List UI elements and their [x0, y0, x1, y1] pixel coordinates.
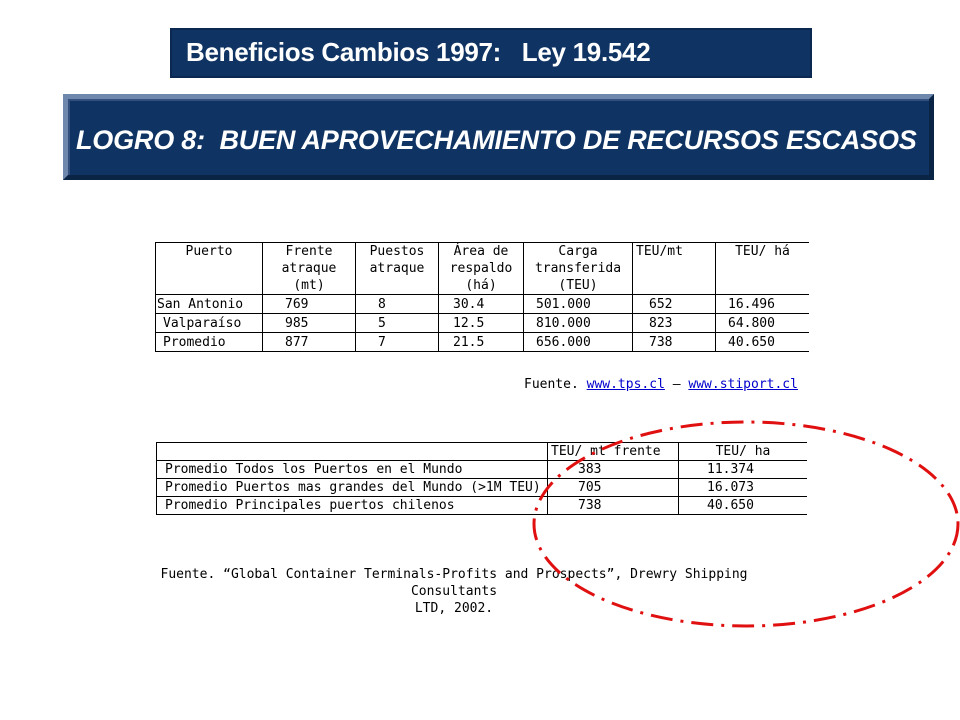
source-separator: – [672, 377, 681, 392]
header-line: Carga [558, 244, 598, 259]
table-row [157, 461, 808, 479]
header-line: respaldo [449, 261, 513, 276]
table-header-row [157, 443, 808, 461]
banner [63, 94, 934, 180]
value-cell: 985 [263, 314, 356, 333]
header-line: atraque [369, 261, 425, 276]
value-cell: 877 [263, 333, 356, 352]
port-name-cell: San Antonio [156, 295, 263, 314]
value-cell: 30.4 [439, 295, 524, 314]
value-cell: 810.000 [524, 314, 633, 333]
table-row [157, 479, 808, 497]
value-cell: 769 [263, 295, 356, 314]
label-cell: Promedio Todos los Puertos en el Mundo [157, 461, 548, 479]
value-cell: 501.000 [524, 295, 633, 314]
port-name-cell: Promedio [156, 333, 263, 352]
ports-table [155, 242, 809, 352]
value-cell: 40.650 [679, 497, 808, 515]
table-row [156, 333, 810, 352]
value-cell: 5 [356, 314, 439, 333]
value-cell: 738 [548, 497, 679, 515]
value-cell: 705 [548, 479, 679, 497]
value-cell: 16.496 [716, 295, 810, 314]
header-cell [439, 243, 524, 295]
header-line: TEU/mt [636, 244, 683, 259]
title-bar [170, 28, 812, 78]
value-cell: 21.5 [439, 333, 524, 352]
value-cell: 40.650 [716, 333, 810, 352]
value-cell: 823 [633, 314, 716, 333]
header-line: Puestos [369, 244, 425, 259]
header-cell [716, 243, 810, 295]
header-cell: TEU/ ha [679, 443, 808, 461]
benchmark-table [156, 442, 807, 515]
source-line: Fuente. “Global Container Terminals-Profits and Prospects”, Drewry Shipping Consultants [160, 567, 748, 599]
value-cell: 16.073 [679, 479, 808, 497]
header-cell [633, 243, 716, 295]
table-row [156, 314, 810, 333]
value-cell: 656.000 [524, 333, 633, 352]
value-cell: 8 [356, 295, 439, 314]
port-name-cell: Valparaíso [156, 314, 263, 333]
label-cell: Promedio Puertos mas grandes del Mundo (>1M TEU) [157, 479, 548, 497]
header-line: Frente [285, 244, 333, 259]
header-line: atraque [281, 261, 337, 276]
source-note-2 [152, 566, 756, 617]
header-cell [263, 243, 356, 295]
value-cell: 7 [356, 333, 439, 352]
header-line: Puerto [185, 244, 233, 259]
table-header-row [156, 243, 810, 295]
label-cell: Promedio Principales puertos chilenos [157, 497, 548, 515]
header-line: Área de [453, 244, 509, 259]
table-row [157, 497, 808, 515]
value-cell: 383 [548, 461, 679, 479]
value-cell: 64.800 [716, 314, 810, 333]
banner-heading: LOGRO 8: BUEN APROVECHAMIENTO DE RECURSOS ESCASOS [76, 125, 917, 155]
header-cell-empty [157, 443, 548, 461]
source-prefix: Fuente. [524, 377, 579, 392]
header-cell [524, 243, 633, 295]
header-line: (mt) [293, 278, 325, 293]
header-cell: TEU/ mt frente [548, 443, 679, 461]
source-note-1 [524, 377, 798, 392]
value-cell: 652 [633, 295, 716, 314]
header-cell [356, 243, 439, 295]
header-line: (TEU) [558, 278, 598, 293]
header-line: transferida [534, 261, 622, 276]
value-cell: 11.374 [679, 461, 808, 479]
source-link-tps[interactable]: www.tps.cl [586, 377, 665, 392]
value-cell: 12.5 [439, 314, 524, 333]
header-line: (há) [465, 278, 497, 293]
slide-title: Beneficios Cambios 1997: Ley 19.542 [186, 37, 651, 67]
source-link-stiport[interactable]: www.stiport.cl [688, 377, 798, 392]
header-cell [156, 243, 263, 295]
header-line: TEU/ há [735, 244, 790, 259]
source-line: LTD, 2002. [414, 601, 494, 616]
table-row [156, 295, 810, 314]
value-cell: 738 [633, 333, 716, 352]
